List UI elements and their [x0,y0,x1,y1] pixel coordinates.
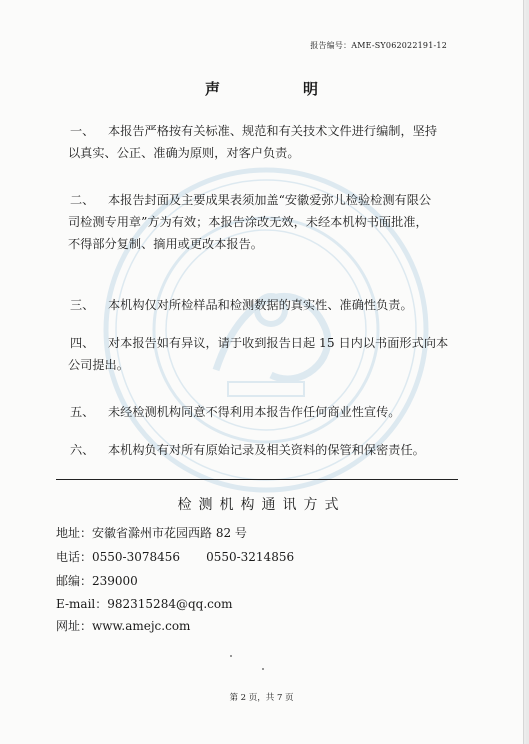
declaration-item [70,333,456,377]
contact-email: E-mail：982315284@qq.com [56,597,233,611]
item-text: 本机构负有对所有原始记录及相关资料的保管和保密责任。 [108,443,425,457]
page-number: 第 2 页，共 7 页 [229,693,294,703]
item-text-continued: 公司提出。 [68,357,129,372]
item-text-continued: 司检测专用章”方为有效；本报告涂改无效，未经本机构书面批准， [68,214,428,229]
item-number: 四、 [70,336,95,350]
phone-2: 0550-3214856 [206,550,295,564]
item-number: 二、 [70,193,95,207]
divider [56,479,458,480]
contact-postcode: 邮编：239000 [56,574,138,588]
item-text-continued: 不得部分复制、摘用或更改本报告。 [68,236,263,251]
item-number: 六、 [70,443,95,457]
contact-address: 地址：安徽省滁州市花园西路 82 号 [56,526,247,540]
item-number: 一、 [70,124,95,138]
scan-speck [262,668,264,670]
declaration-item [70,440,456,462]
contact-website: 网址：www.amejc.com [56,619,191,633]
item-number: 五、 [70,405,95,419]
declaration-item [70,295,456,317]
contact-title: 检测机构通讯方式 [177,497,346,513]
item-text: 本机构仅对所检样品和检测数据的真实性、准确性负责。 [108,298,413,312]
scan-speck [230,655,232,657]
item-number: 三、 [70,298,95,312]
item-text: 本报告严格按有关标准、规范和有关技术文件进行编制，坚持 [108,124,438,138]
declaration-item [70,402,456,424]
item-text: 对本报告如有异议，请于收到报告日起 15 日内以书面形式向本 [108,336,449,350]
page-title: 声 明 [204,80,352,98]
declaration-item [70,190,456,255]
contact-phone [56,548,294,565]
report-number: 报告编号：AME-SY062022191-12 [310,41,447,50]
item-text: 本报告封面及主要成果表须加盖“安徽爱弥儿检验检测有限公 [108,193,432,207]
declaration-item [70,121,456,165]
phone-label: 电话： [56,550,93,564]
item-text: 未经检测机构同意不得利用本报告作任何商业性宣传。 [108,405,401,419]
phone-1: 0550-3078456 [92,550,181,564]
item-text-continued: 以真实、公正、准确为原则，对客户负责。 [68,145,300,160]
